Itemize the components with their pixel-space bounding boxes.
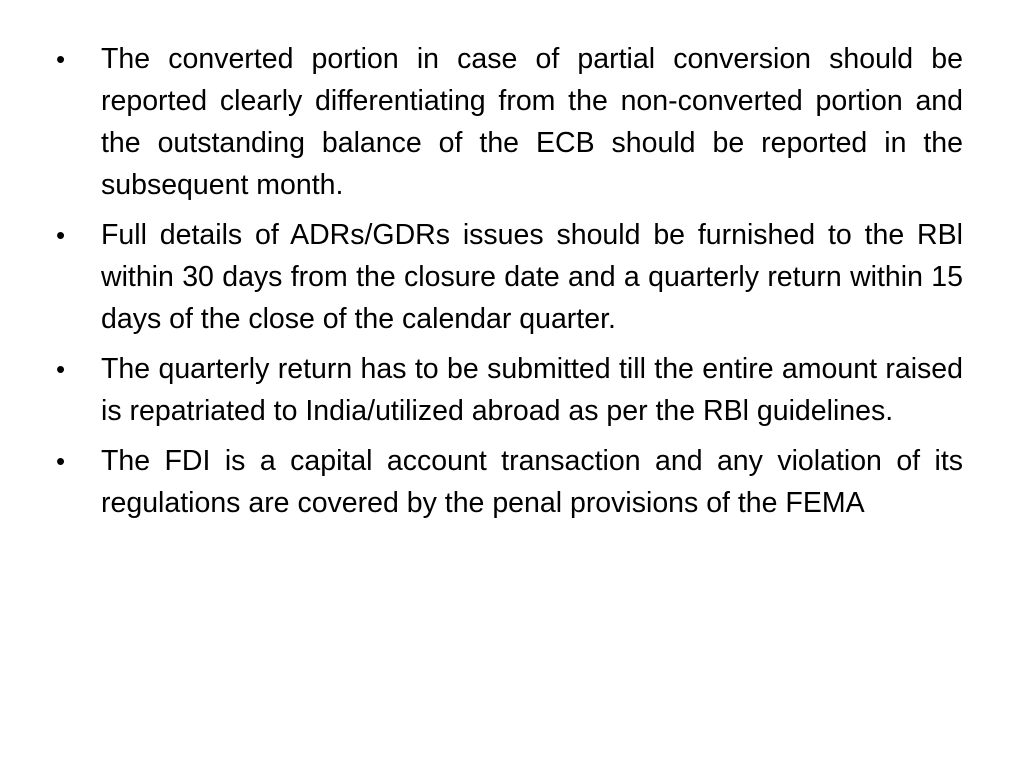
bullet-item-adr-gdr: [56, 214, 963, 340]
bullet-text: The converted portion in case of partial conversion should be reported clearly differentiating from the non-converted portion and the outstanding balance of the ECB should be reported in the subsequent month.: [101, 43, 963, 201]
bullet-text: Full details of ADRs/GDRs issues should be furnished to the RBl within 30 days from the closure date and a quarterly return within 15 days of the close of the calendar quarter.: [101, 219, 963, 335]
bullet-item-quarterly-return: [56, 348, 963, 432]
bullet-icon: •: [56, 354, 66, 384]
bullet-item-fdi-fema: [56, 440, 963, 524]
bullet-icon: •: [56, 44, 66, 74]
bullet-list: [56, 38, 963, 532]
bullet-icon: •: [56, 446, 66, 476]
bullet-item-ecb-conversion: [56, 38, 963, 206]
bullet-text: The quarterly return has to be submitted till the entire amount raised is repatriated to India/utilized abroad as per the RBl guidelines.: [101, 353, 963, 427]
bullet-text: The FDI is a capital account transaction and any violation of its regulations are covered by the penal provisions of the FEMA: [101, 445, 963, 519]
bullet-icon: •: [56, 220, 66, 250]
